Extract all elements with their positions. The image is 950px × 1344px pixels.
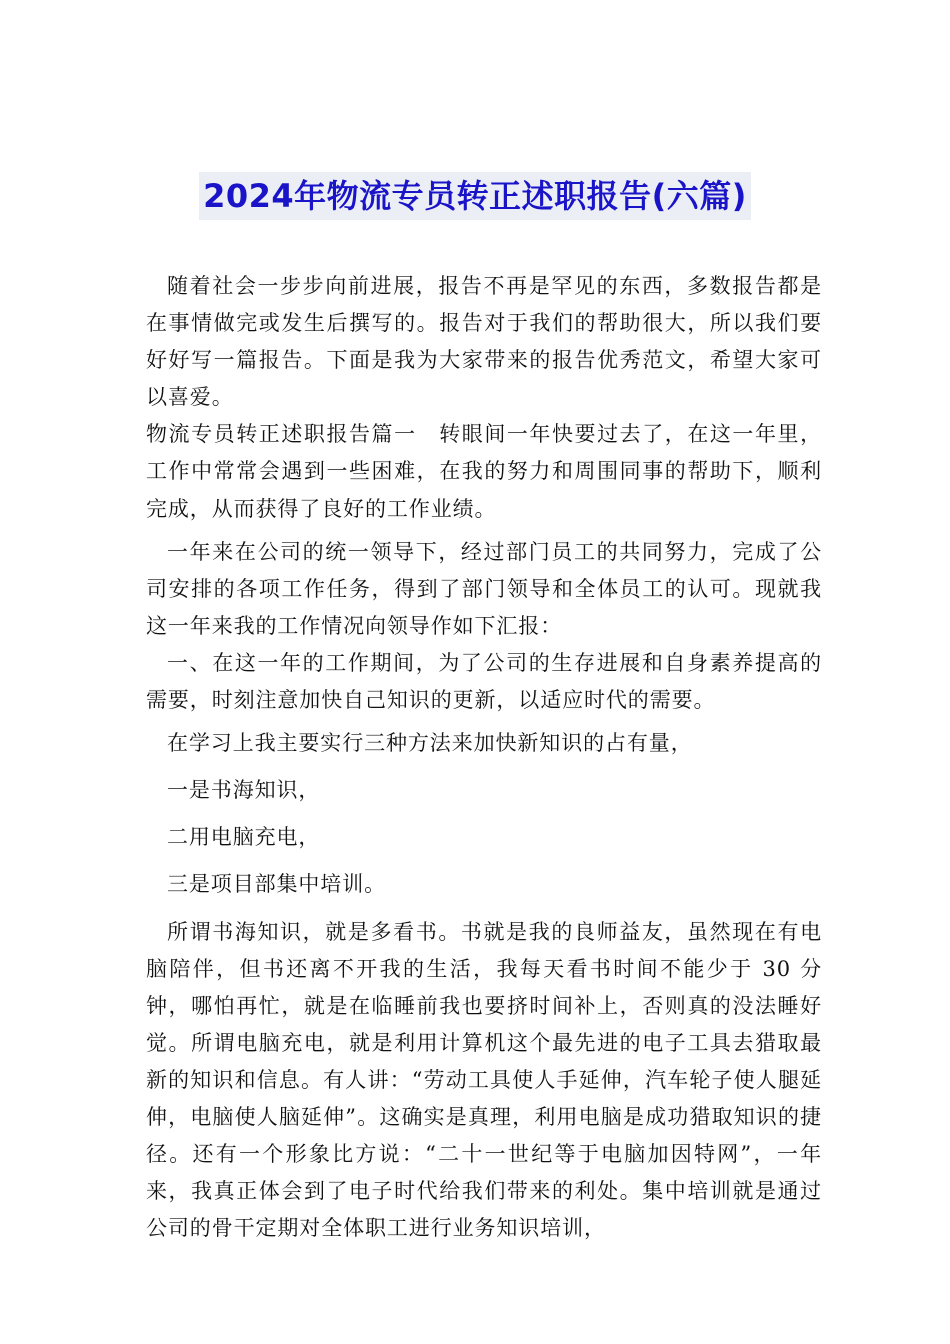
document-body — [146, 268, 822, 1247]
list-item-method-one: 一是书海知识， — [167, 778, 321, 803]
title-container — [0, 172, 950, 220]
paragraph-intro: 随着社会一步步向前进展，报告不再是罕见的东西，多数报告都是在事情做完或发生后撰写的。报告对于我们的帮助很大，所以我们要好好写一篇报告。下面是我为大家带来的报告优秀范文，希望大家可以喜爱。 — [146, 274, 822, 410]
paragraph-book-learning: 所谓书海知识，就是多看书。书就是我的良师益友，虽然现在有电脑陪伴，但书还离不开我的生活，我每天看书时间不能少于 30 分钟，哪怕再忙，就是在临睡前我也要挤时间补上，否则真的没法睡好觉。所谓电脑充电，就是利用计算机这个最先进的电子工具去猎取最新的知识和信息。有人讲：“劳动工具使人手延伸，汽车轮子使人腿延伸，电脑使人脑延伸”。这确实是真理，利用电脑是成功猎取知识的捷径。还有一个形象比方说：“二十一世纪等于电脑加因特网”，一年来，我真正体会到了电子时代给我们带来的利处。集中培训就是通过公司的骨干定期对全体职工进行业务知识培训， — [146, 919, 822, 1241]
document-title: 2024年物流专员转正述职报告(六篇) — [199, 172, 751, 220]
list-item-method-three: 三是项目部集中培训。 — [167, 872, 386, 897]
paragraph-point-one: 一、在这一年的工作期间，为了公司的生存进展和自身素养提高的需要，时刻注意加快自己知识的更新，以适应时代的需要。 — [146, 650, 822, 713]
paragraph-methods: 在学习上我主要实行三种方法来加快新知识的占有量， — [167, 731, 693, 756]
paragraph-section-one: 物流专员转正述职报告篇一 转眼间一年快要过去了，在这一年里，工作中常常会遇到一些困难，在我的努力和周围同事的帮助下，顺利完成，从而获得了良好的工作业绩。 — [146, 422, 822, 521]
list-item-method-two: 二用电脑充电， — [167, 825, 321, 850]
paragraph-summary: 一年来在公司的统一领导下，经过部门员工的共同努力，完成了公司安排的各项工作任务，得到了部门领导和全体员工的认可。现就我这一年来我的工作情况向领导作如下汇报： — [146, 539, 822, 638]
